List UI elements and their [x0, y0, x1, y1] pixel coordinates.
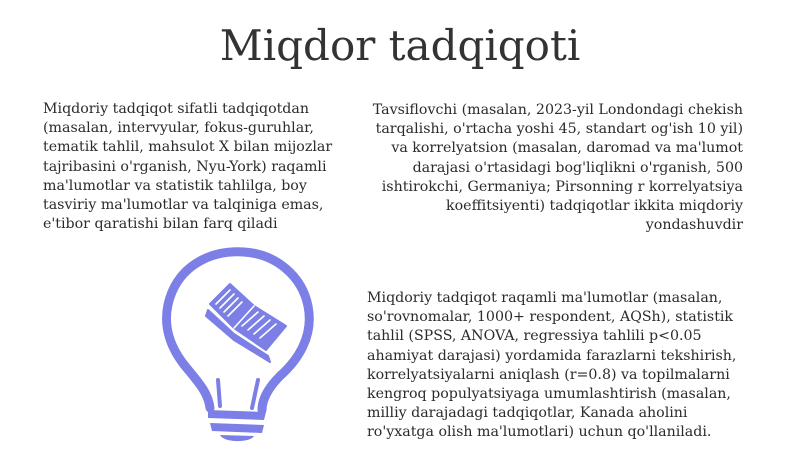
- paragraph-application: Miqdoriy tadqiqot raqamli ma'lumotlar (masalan, so'rovnomalar, 1000+ respondent, AQSh), statistik tahlil (SPSS, ANOVA, regressiya tahlili p<0.05 ahamiyat darajasi) yordamida farazlarni tekshirish, korrelyatsiyalarni aniqlash (r=0.8) va topilmalarni kengroq populyatsiyaga umumlashtirish (masalan, milliy darajadagi tadqiqotlar, Kanada aholini ro'yxatga olish ma'lumotlari) uchun qo'llaniladi.: [367, 290, 737, 441]
- page-title: Miqdor tadqiqoti: [219, 21, 581, 70]
- paragraph-approaches: Tavsiflovchi (masalan, 2023-yil Londondagi chekish tarqalishi, o'rtacha yoshi 45, standart og'ish 10 yil) va korrelyatsion (masalan, daromad va ma'lumot darajasi o'rtasidagi bog'liqlikni o'rganish, 500 ishtirokchi, Germaniya; Pirsonning r korrelyatsiya koeffitsiyenti) tadqiqotlar ikkita miqdoriy yondashuvdir: [372, 102, 743, 234]
- lightbulb-book-icon: [158, 240, 318, 445]
- paragraph-difference: Miqdoriy tadqiqot sifatli tadqiqotdan (masalan, intervyular, fokus-guruhlar, tematik tahlil, mahsulot X bilan mijozlar tajribasini o'rganish, Nyu-York) raqamli ma'lumotlar va statistik tahlilga, boy tasviriy ma'lumotlar va talqiniga emas, e'tibor qaratishi bilan farq qiladi: [43, 101, 333, 233]
